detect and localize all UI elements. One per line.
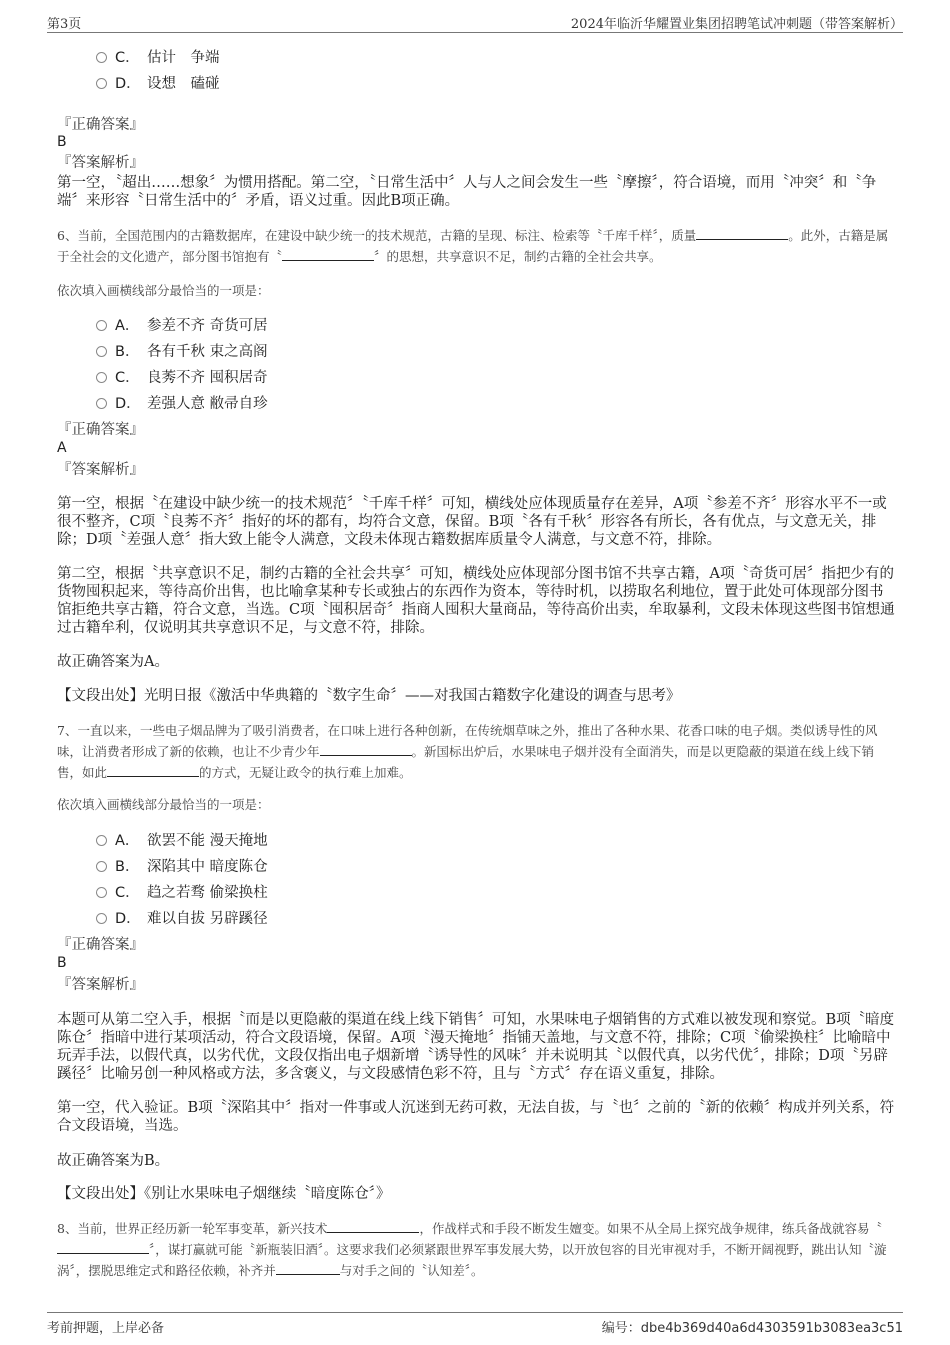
- q8-stem: 8、当前，世界正经历新一轮军事变革，新兴技术 ，作战样式和手段不断发生嬗变。如果不从全局上探究战争规律，练兵备战就容易〝〞，谋打赢就可能〝新瓶装旧酒〞。这要求我们必须紧跟世界军事发展大势，以开放包容的目光审视对手，不断开阔视野，跳出认知〝漩涡〞，摆脱思维定式和路径依赖，补齐并 与对手之间的〝认知差〞。: [57, 1221, 887, 1278]
- q8-blank-1: [327, 1220, 419, 1233]
- radio-icon[interactable]: [96, 861, 107, 872]
- footer-slogan: 考前押题，上岸必备: [47, 1321, 165, 1336]
- radio-icon[interactable]: [96, 52, 107, 63]
- q5-answer: B: [57, 134, 67, 150]
- q7-option-d[interactable]: D． 难以自拔 另辟蹊径: [96, 907, 268, 929]
- q7-analysis-2: 第一空，代入验证。B项〝深陷其中〞指对一件事或人沉迷到无药可救，无法自拔，与〝也〞之前的〝新的依赖〞构成并列关系，符合文段语境，当选。: [57, 1100, 895, 1134]
- radio-icon[interactable]: [96, 887, 107, 898]
- q6-blank-2: [282, 248, 374, 261]
- q7-answer: B: [57, 955, 67, 971]
- page-number: 第3页: [47, 17, 82, 32]
- q6-analysis-1: 第一空，根据〝在建设中缺少统一的技术规范〞〝千库千样〞可知，横线处应体现质量存在差异，A项〝参差不齐〞形容水平不一或很不整齐，C项〝良莠不齐〞指好的坏的都有，均符合文意，保留。B项〝各有千秋〞形容各有所长，各有优点，与文意无关，排除；D项〝差强人意〞指大致上能令人满意，文段未体现古籍数据库质量令人满意，与文意不符，排除。: [57, 496, 887, 548]
- radio-icon[interactable]: [96, 78, 107, 89]
- q5-option-d[interactable]: D． 设想 磕碰: [96, 72, 220, 94]
- document-code: 编号：dbe4b369d40a6d4303591b3083ea3c51: [601, 1321, 903, 1336]
- q7-blank-1: [320, 743, 412, 756]
- q7-prompt: 依次填入画横线部分最恰当的一项是：: [57, 797, 270, 812]
- radio-icon[interactable]: [96, 913, 107, 924]
- document-title: 2024年临沂华耀置业集团招聘笔试冲刺题（带答案解析）: [570, 17, 903, 32]
- q6-answer-label: 『正确答案』: [57, 422, 144, 438]
- radio-icon[interactable]: [96, 346, 107, 357]
- q7-blank-2: [107, 764, 199, 777]
- q5-option-c[interactable]: C． 估计 争端: [96, 46, 220, 68]
- q6-conclusion: 故正确答案为A。: [57, 654, 169, 670]
- q7-analysis-1: 本题可从第二空入手，根据〝而是以更隐蔽的渠道在线上线下销售〞可知，水果味电子烟销售的方式难以被发现和察觉。B项〝暗度陈仓〞指暗中进行某项活动，符合文段语境，保留。A项〝漫天掩地〞指铺天盖地，与文意不符，排除；C项〝偷梁换柱〞比喻暗中玩弄手法，以假代真，以劣代优，文段仅指出电子烟新增〝诱导性的风味〞并未说明其〝以假代真，以劣代优〞，排除；D项〝另辟蹊径〞比喻另创一种风格或方法，多含褒义，与文段感情色彩不符，且与〝方式〞存在语义重复，排除。: [57, 1012, 895, 1082]
- q6-option-a[interactable]: A． 参差不齐 奇货可居: [96, 314, 268, 336]
- radio-icon[interactable]: [96, 320, 107, 331]
- radio-icon[interactable]: [96, 372, 107, 383]
- q8-blank-3: [276, 1262, 340, 1275]
- q6-prompt: 依次填入画横线部分最恰当的一项是：: [57, 283, 270, 298]
- q7-option-c[interactable]: C． 趋之若骛 偷梁换柱: [96, 881, 268, 903]
- q6-analysis-label: 『答案解析』: [57, 462, 144, 478]
- q7-analysis-label: 『答案解析』: [57, 977, 144, 993]
- page-footer: [47, 1312, 903, 1335]
- q7-source: 【文段出处】《别让水果味电子烟继续〝暗度陈仓〞》: [57, 1186, 391, 1202]
- q6-blank-1: [696, 227, 788, 240]
- q6-answer: A: [57, 440, 67, 456]
- q5-analysis-label: 『答案解析』: [57, 155, 144, 171]
- q6-stem: 6、当前，全国范围内的古籍数据库，在建设中缺少统一的技术规范，古籍的呈现、标注、检索等〝千库千样〞，质量 。此外，古籍是属于全社会的文化遗产，部分图书馆抱有〝 〞的思想，共享意识不足，制约古籍的全社会共享。: [57, 228, 889, 264]
- q6-option-c[interactable]: C． 良莠不齐 囤积居奇: [96, 366, 268, 388]
- q6-option-d[interactable]: D． 差强人意 敝帚自珍: [96, 392, 268, 414]
- q6-analysis-2: 第二空，根据〝共享意识不足，制约古籍的全社会共享〞可知，横线处应体现部分图书馆不共享古籍，A项〝奇货可居〞指把少有的货物囤积起来，等待高价出售，也比喻拿某种专长或独占的东西作为资本，等待时机，以捞取名利地位，置于此处可体现部分图书馆拒绝共享古籍，符合文意，当选。C项〝囤积居奇〞指商人囤积大量商品，等待高价出卖，牟取暴利，文段未体现这些图书馆想通过古籍牟利，仅说明其共享意识不足，与文意不符，排除。: [57, 566, 895, 636]
- radio-icon[interactable]: [96, 398, 107, 409]
- q7-answer-label: 『正确答案』: [57, 937, 144, 953]
- q6-option-b[interactable]: B． 各有千秋 束之高阁: [96, 340, 268, 362]
- q8-blank-2: [57, 1241, 149, 1254]
- q7-option-b[interactable]: B． 深陷其中 暗度陈仓: [96, 855, 268, 877]
- q7-option-a[interactable]: A． 欲罢不能 漫天掩地: [96, 829, 268, 851]
- q5-answer-label: 『正确答案』: [57, 117, 144, 133]
- q5-analysis: 第一空，〝超出……想象〞为惯用搭配。第二空，〝日常生活中〞人与人之间会发生一些〝摩擦〞，符合语境，而用〝冲突〞和〝争端〞来形容〝日常生活中的〞矛盾，语义过重。因此B项正确。: [57, 175, 877, 209]
- q6-source: 【文段出处】光明日报《激活中华典籍的〝数字生命〞——对我国古籍数字化建设的调查与思考》: [57, 688, 681, 704]
- q7-conclusion: 故正确答案为B。: [57, 1153, 170, 1169]
- radio-icon[interactable]: [96, 835, 107, 846]
- page-header: [47, 10, 903, 33]
- q7-stem: 7、一直以来，一些电子烟品牌为了吸引消费者，在口味上进行各种创新，在传统烟草味之外，推出了各种水果、花香口味的电子烟。类似诱导性的风味，让消费者形成了新的依赖，也让不少青少年 。新国标出炉后，水果味电子烟并没有全面消失，而是以更隐蔽的渠道在线上线下销售，如此 的方式，无疑让政令的执行难上加难。: [57, 723, 878, 780]
